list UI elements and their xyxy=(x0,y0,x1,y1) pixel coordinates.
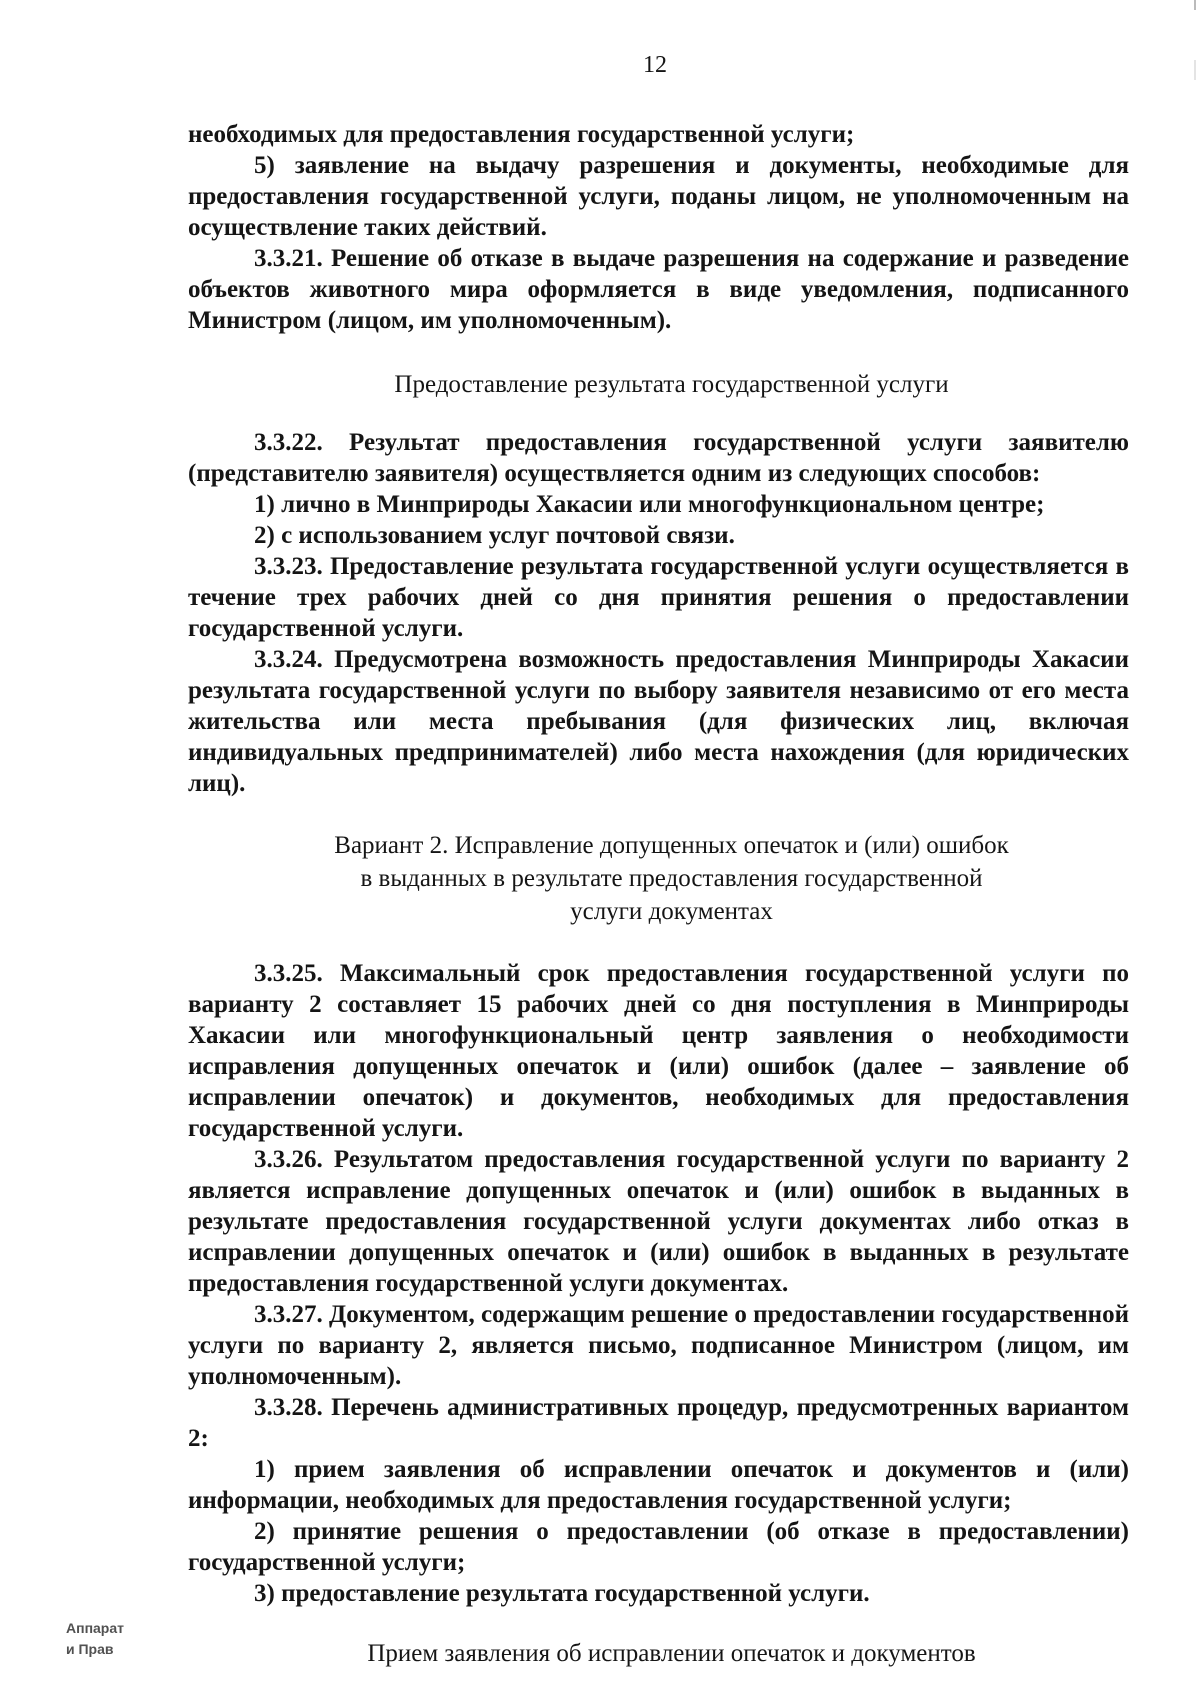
list-item: 1) прием заявления об исправлении опечаток и документов и (или) информации, необходимых для предоставления государственной услуги; xyxy=(188,1456,1129,1514)
scan-edge-mark xyxy=(1194,0,1196,10)
list-item: 1) лично в Минприроды Хакасии или многофункциональном центре; xyxy=(254,491,1045,518)
page-number: 12 xyxy=(643,52,667,78)
document-body xyxy=(188,119,1129,1669)
paragraph: 3.3.25. Максимальный срок предоставления государственной услуги по варианту 2 составляет 15 рабочих дней со дня поступления в Минприроды Хакасии или многофункциональный центр заявления о необходимости исправления допущенных опечаток и (или) ошибок (далее – заявление об исправлении опечаток) и документов, необходимых для предоставления государственной услуги. xyxy=(188,960,1129,1142)
paragraph: 3.3.22. Результат предоставления государственной услуги заявителю (представителю заявителя) осуществляется одним из следующих способов: xyxy=(188,429,1129,487)
list-item: 3) предоставление результата государственной услуги. xyxy=(254,1580,870,1607)
section-heading-line: услуги документах xyxy=(570,898,773,925)
paragraph: 5) заявление на выдачу разрешения и документы, необходимые для предоставления государственной услуги, поданы лицом, не уполномоченным на осуществление таких действий. xyxy=(188,152,1129,241)
list-item: 2) принятие решения о предоставлении (об отказе в предоставлении) государственной услуги; xyxy=(188,1518,1129,1576)
paragraph: 3.3.28. Перечень административных процедур, предусмотренных вариантом 2: xyxy=(188,1394,1129,1452)
section-heading-line: в выданных в результате предоставления государственной xyxy=(360,865,983,892)
paragraph: 3.3.24. Предусмотрена возможность предоставления Минприроды Хакасии результата государственной услуги по выбору заявителя независимо от его места жительства или места пребывания (для физических лиц, включая индивидуальных предпринимателей) либо места нахождения (для юридических лиц). xyxy=(188,646,1129,797)
stamp-text: Аппарат xyxy=(66,1620,125,1636)
paragraph: 3.3.26. Результатом предоставления государственной услуги по варианту 2 является исправление допущенных опечаток и (или) ошибок в выданных в результате предоставления государственной услуги документах либо отказ в исправлении допущенных опечаток и (или) ошибок в выданных в результате предоставления государственной услуги документах. xyxy=(188,1146,1129,1297)
paragraph: 3.3.27. Документом, содержащим решение о предоставлении государственной услуги по варианту 2, является письмо, подписанное Министром (лицом, им уполномоченным). xyxy=(188,1301,1129,1390)
paragraph: 3.3.21. Решение об отказе в выдаче разрешения на содержание и разведение объектов животного мира оформляется в виде уведомления, подписанного Министром (лицом, им уполномоченным). xyxy=(188,245,1129,334)
stamp-text: и Прав xyxy=(66,1641,114,1657)
section-heading: Прием заявления об исправлении опечаток и документов xyxy=(367,1640,976,1667)
paragraph: 3.3.23. Предоставление результата государственной услуги осуществляется в течение трех рабочих дней со дня принятия решения о предоставлении государственной услуги. xyxy=(188,553,1129,642)
paragraph: необходимых для предоставления государственной услуги; xyxy=(188,121,855,148)
scan-edge-mark xyxy=(1194,60,1196,80)
section-heading: Предоставление результата государственной услуги xyxy=(394,371,949,398)
section-heading-line: Вариант 2. Исправление допущенных опечаток и (или) ошибок xyxy=(334,832,1009,859)
list-item: 2) с использованием услуг почтовой связи. xyxy=(254,522,735,549)
